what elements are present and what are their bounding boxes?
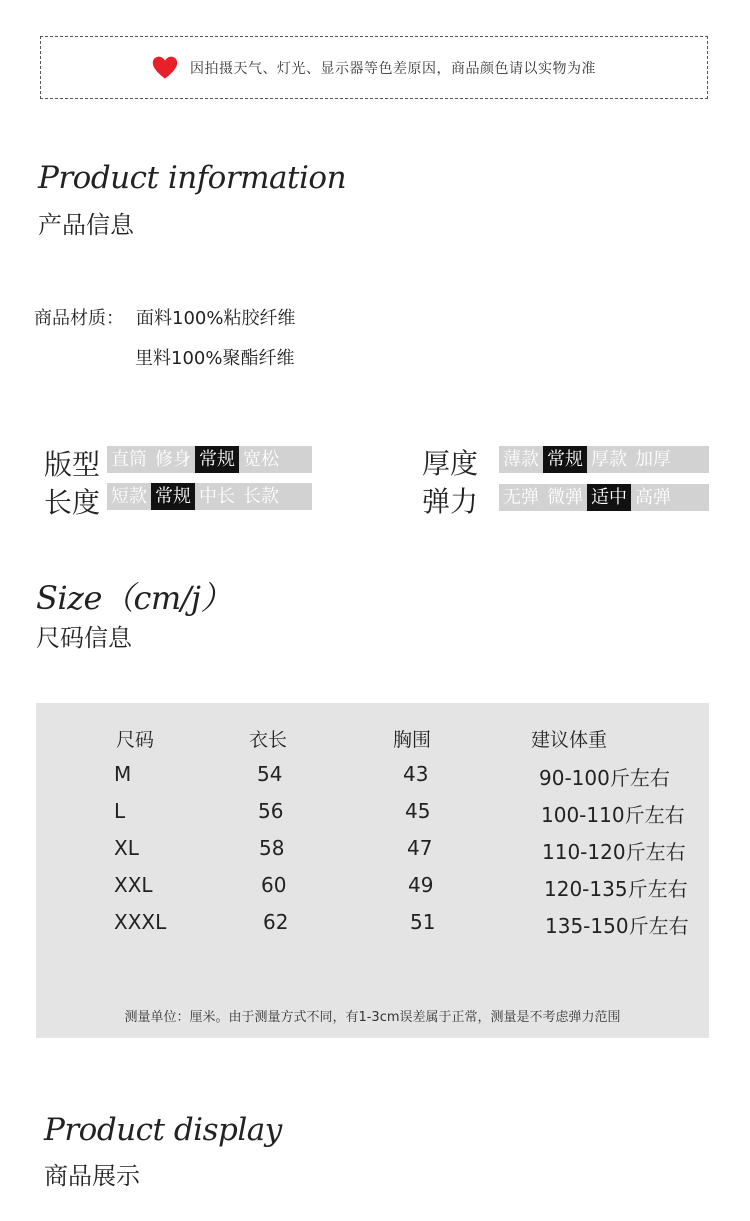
fit-option: 修身 [155, 449, 191, 470]
thickness-options [499, 446, 709, 473]
size-cell: XXXL [114, 910, 167, 934]
heart-icon [152, 55, 178, 81]
size-header: 衣长 [249, 729, 288, 751]
product-display-title: 商品展示 [44, 1162, 140, 1190]
size-cell: 56 [258, 799, 284, 823]
elasticity-option: 高弹 [635, 487, 671, 508]
size-cell: 110-120斤左右 [542, 840, 686, 864]
size-cell: 90-100斤左右 [539, 766, 670, 790]
material-line-1: 面料100%粘胶纤维 [136, 308, 296, 329]
measurement-note: 测量单位：厘米。由于测量方式不同，有1-3cm误差属于正常，测量是不考虑弹力范围 [124, 1010, 621, 1025]
product-info-title: 产品信息 [38, 211, 134, 239]
thickness-option: 厚款 [591, 449, 627, 470]
size-info-title: 尺码信息 [36, 624, 132, 652]
size-cell: XL [114, 836, 139, 860]
thickness-option: 加厚 [635, 449, 671, 470]
size-table [36, 703, 709, 1038]
size-cell: 49 [408, 873, 434, 897]
length-options [107, 483, 312, 510]
size-cell: 60 [261, 873, 287, 897]
fit-options [107, 446, 312, 473]
size-cell: 100-110斤左右 [541, 803, 685, 827]
size-header: 建议体重 [531, 729, 608, 751]
product-display-script-title: Product display [44, 1112, 282, 1148]
thickness-option: 薄款 [503, 449, 539, 470]
length-option: 常规 [151, 483, 195, 510]
elasticity-label: 弹力 [422, 485, 479, 518]
thickness-label: 厚度 [422, 447, 479, 480]
length-option: 短款 [111, 486, 147, 507]
color-disclaimer-box [40, 36, 708, 99]
thickness-option: 常规 [543, 446, 587, 473]
disclaimer-text: 因拍摄天气、灯光、显示器等色差原因，商品颜色请以实物为准 [190, 60, 596, 77]
elasticity-options [499, 484, 709, 511]
material-label: 商品材质： [34, 308, 124, 329]
elasticity-option: 适中 [587, 484, 631, 511]
size-cell: 51 [410, 910, 436, 934]
length-option: 长款 [243, 486, 279, 507]
size-cell: 120-135斤左右 [544, 877, 688, 901]
size-cell: 135-150斤左右 [545, 914, 689, 938]
size-header: 尺码 [116, 729, 155, 751]
size-cell: 54 [257, 762, 283, 786]
size-cell: 47 [407, 836, 433, 860]
fit-option: 常规 [195, 446, 239, 473]
size-header: 胸围 [393, 729, 432, 751]
length-option: 中长 [199, 486, 235, 507]
size-script-title: Size（cm/j） [36, 579, 232, 617]
size-cell: M [114, 762, 132, 786]
size-cell: XXL [114, 873, 153, 897]
elasticity-option: 无弹 [503, 487, 539, 508]
fit-option: 宽松 [243, 449, 279, 470]
product-info-script-title: Product information [38, 160, 347, 196]
size-cell: L [114, 799, 126, 823]
size-cell: 45 [405, 799, 431, 823]
size-cell: 58 [259, 836, 285, 860]
material-line-2: 里料100%聚酯纤维 [135, 348, 295, 369]
fit-label: 版型 [44, 448, 101, 481]
elasticity-option: 微弹 [547, 487, 583, 508]
size-cell: 43 [403, 762, 429, 786]
fit-option: 直筒 [111, 449, 147, 470]
length-label: 长度 [44, 486, 101, 519]
size-cell: 62 [263, 910, 289, 934]
